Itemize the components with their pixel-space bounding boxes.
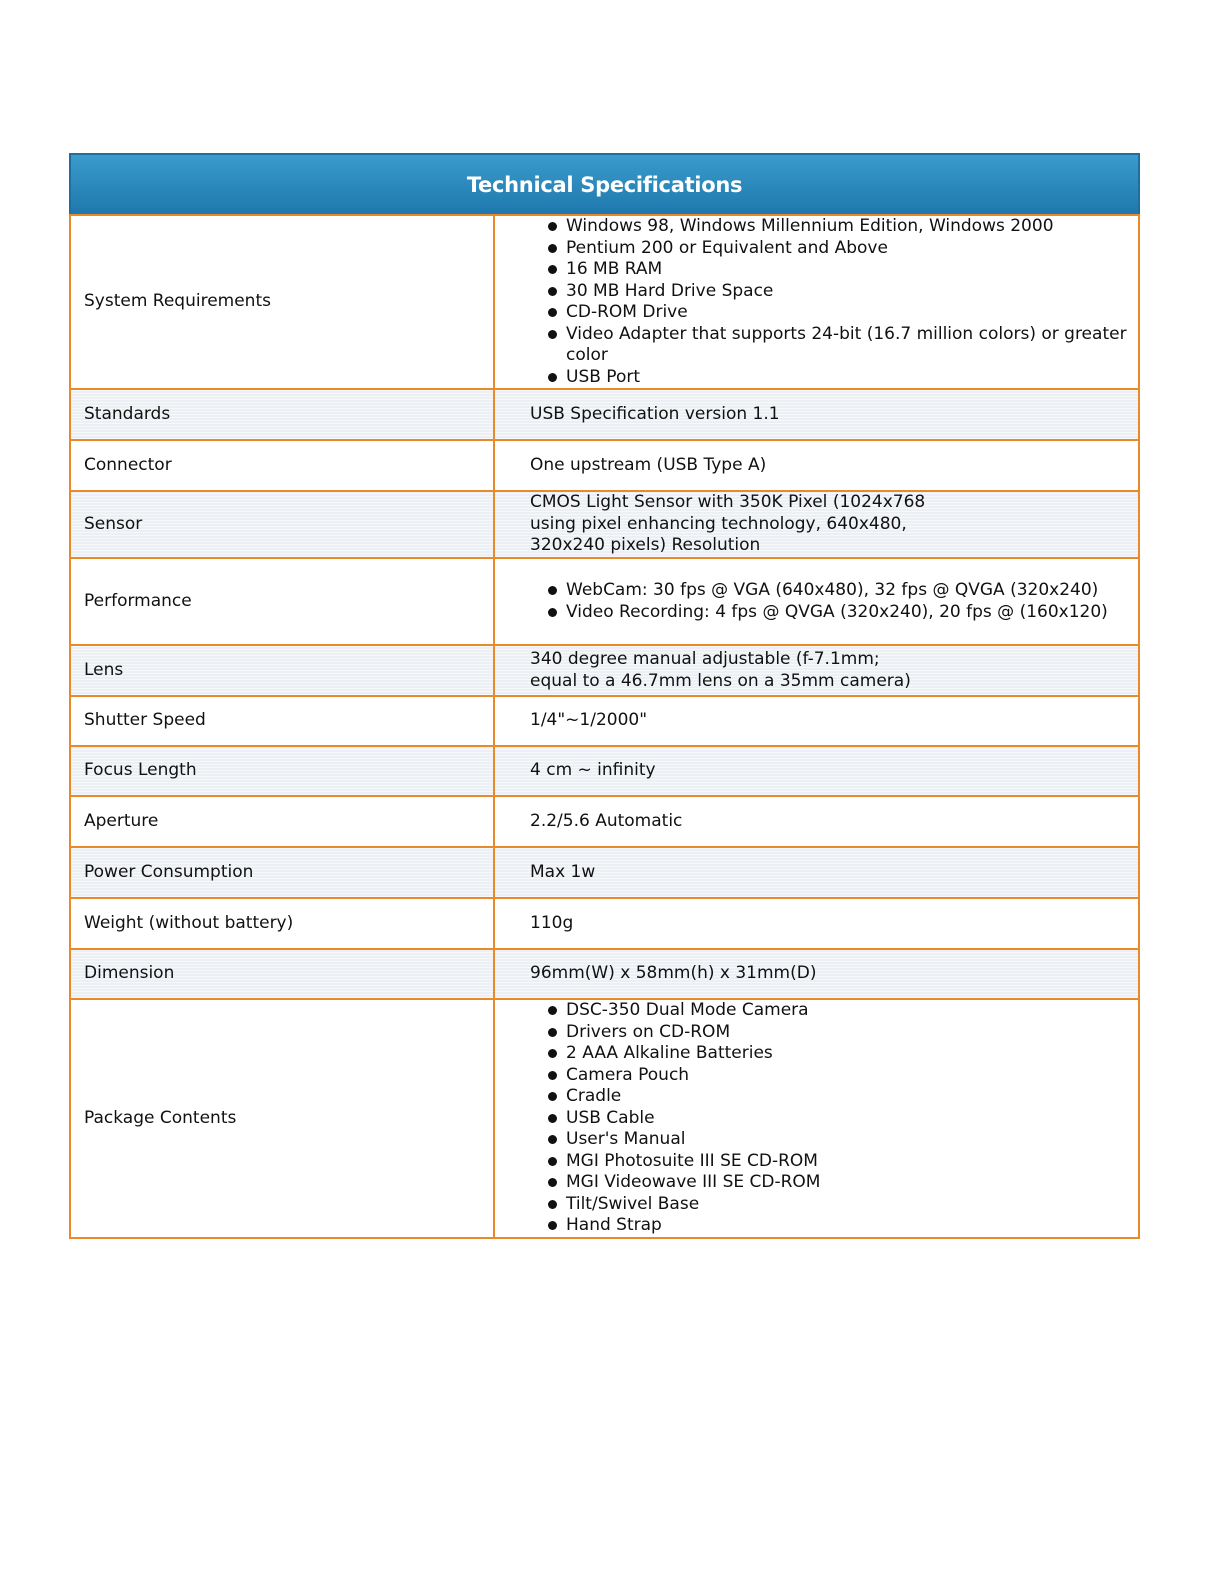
table-row-dimension	[70, 949, 1139, 999]
list-item: 30 MB Hard Drive Space	[545, 281, 1130, 303]
list-item: User's Manual	[545, 1129, 1130, 1151]
table-title: Technical Specifications	[70, 154, 1139, 215]
list-item: USB Cable	[545, 1108, 1130, 1130]
list-item: Tilt/Swivel Base	[545, 1194, 1130, 1216]
list-item: 16 MB RAM	[545, 259, 1130, 281]
row-value: 2.2/5.6 Automatic	[494, 796, 1139, 847]
row-label: Performance	[70, 558, 494, 645]
table-row-weight	[70, 898, 1139, 949]
row-value: 4 cm ~ infinity	[494, 746, 1139, 796]
row-value: One upstream (USB Type A)	[494, 440, 1139, 491]
table-header-row	[70, 154, 1139, 215]
value-line: 340 degree manual adjustable (f-7.1mm;	[530, 649, 880, 669]
table-row-system-requirements	[70, 215, 1139, 389]
row-label: Focus Length	[70, 746, 494, 796]
table-row-performance	[70, 558, 1139, 645]
row-label: Dimension	[70, 949, 494, 999]
row-label: Package Contents	[70, 999, 494, 1238]
row-label: Shutter Speed	[70, 696, 494, 746]
row-value	[494, 999, 1139, 1238]
table-row-standards	[70, 389, 1139, 440]
table-row-lens	[70, 645, 1139, 696]
row-label: Aperture	[70, 796, 494, 847]
row-value	[494, 491, 1139, 558]
list-item: USB Port	[545, 367, 1130, 389]
row-label: Standards	[70, 389, 494, 440]
row-value: 96mm(W) x 58mm(h) x 31mm(D)	[494, 949, 1139, 999]
row-value: 110g	[494, 898, 1139, 949]
value-line: 320x240 pixels) Resolution	[530, 535, 761, 556]
list-item: Video Adapter that supports 24-bit (16.7 million colors) or greater color	[545, 324, 1130, 367]
row-label: Connector	[70, 440, 494, 491]
table-row-shutter-speed	[70, 696, 1139, 746]
list-item: Drivers on CD-ROM	[545, 1022, 1130, 1044]
table-row-sensor	[70, 491, 1139, 558]
list-item: Pentium 200 or Equivalent and Above	[545, 238, 1130, 260]
row-label: Power Consumption	[70, 847, 494, 898]
row-value: USB Specification version 1.1	[494, 389, 1139, 440]
technical-specifications-table	[69, 153, 1140, 1239]
row-value	[494, 558, 1139, 645]
list-item: DSC-350 Dual Mode Camera	[545, 1000, 1130, 1022]
list-item: CD-ROM Drive	[545, 302, 1130, 324]
row-value: 1/4"~1/2000"	[494, 696, 1139, 746]
row-value	[494, 645, 1139, 696]
list-item: 2 AAA Alkaline Batteries	[545, 1043, 1130, 1065]
value-line: using pixel enhancing technology, 640x480,	[530, 513, 907, 534]
bullet-list	[545, 1000, 1130, 1237]
list-item: Video Recording: 4 fps @ QVGA (320x240), 20 fps @ (160x120)	[545, 602, 1130, 624]
row-label: Sensor	[70, 491, 494, 558]
list-item: Camera Pouch	[545, 1065, 1130, 1087]
table-row-focus-length	[70, 746, 1139, 796]
list-item: WebCam: 30 fps @ VGA (640x480), 32 fps @ QVGA (320x240)	[545, 580, 1130, 602]
table-row-connector	[70, 440, 1139, 491]
list-item: Hand Strap	[545, 1215, 1130, 1237]
row-label: System Requirements	[70, 215, 494, 389]
row-value: Max 1w	[494, 847, 1139, 898]
list-item: Cradle	[545, 1086, 1130, 1108]
bullet-list	[545, 216, 1130, 388]
table-row-power-consumption	[70, 847, 1139, 898]
list-item: Windows 98, Windows Millennium Edition, Windows 2000	[545, 216, 1130, 238]
value-line: CMOS Light Sensor with 350K Pixel (1024x768	[530, 492, 926, 513]
table-row-package-contents	[70, 999, 1139, 1238]
row-value	[494, 215, 1139, 389]
table-row-aperture	[70, 796, 1139, 847]
row-label: Lens	[70, 645, 494, 696]
list-item: MGI Photosuite III SE CD-ROM	[545, 1151, 1130, 1173]
list-item: MGI Videowave III SE CD-ROM	[545, 1172, 1130, 1194]
value-line: equal to a 46.7mm lens on a 35mm camera)	[530, 670, 911, 691]
row-label: Weight (without battery)	[70, 898, 494, 949]
bullet-list	[545, 580, 1130, 623]
